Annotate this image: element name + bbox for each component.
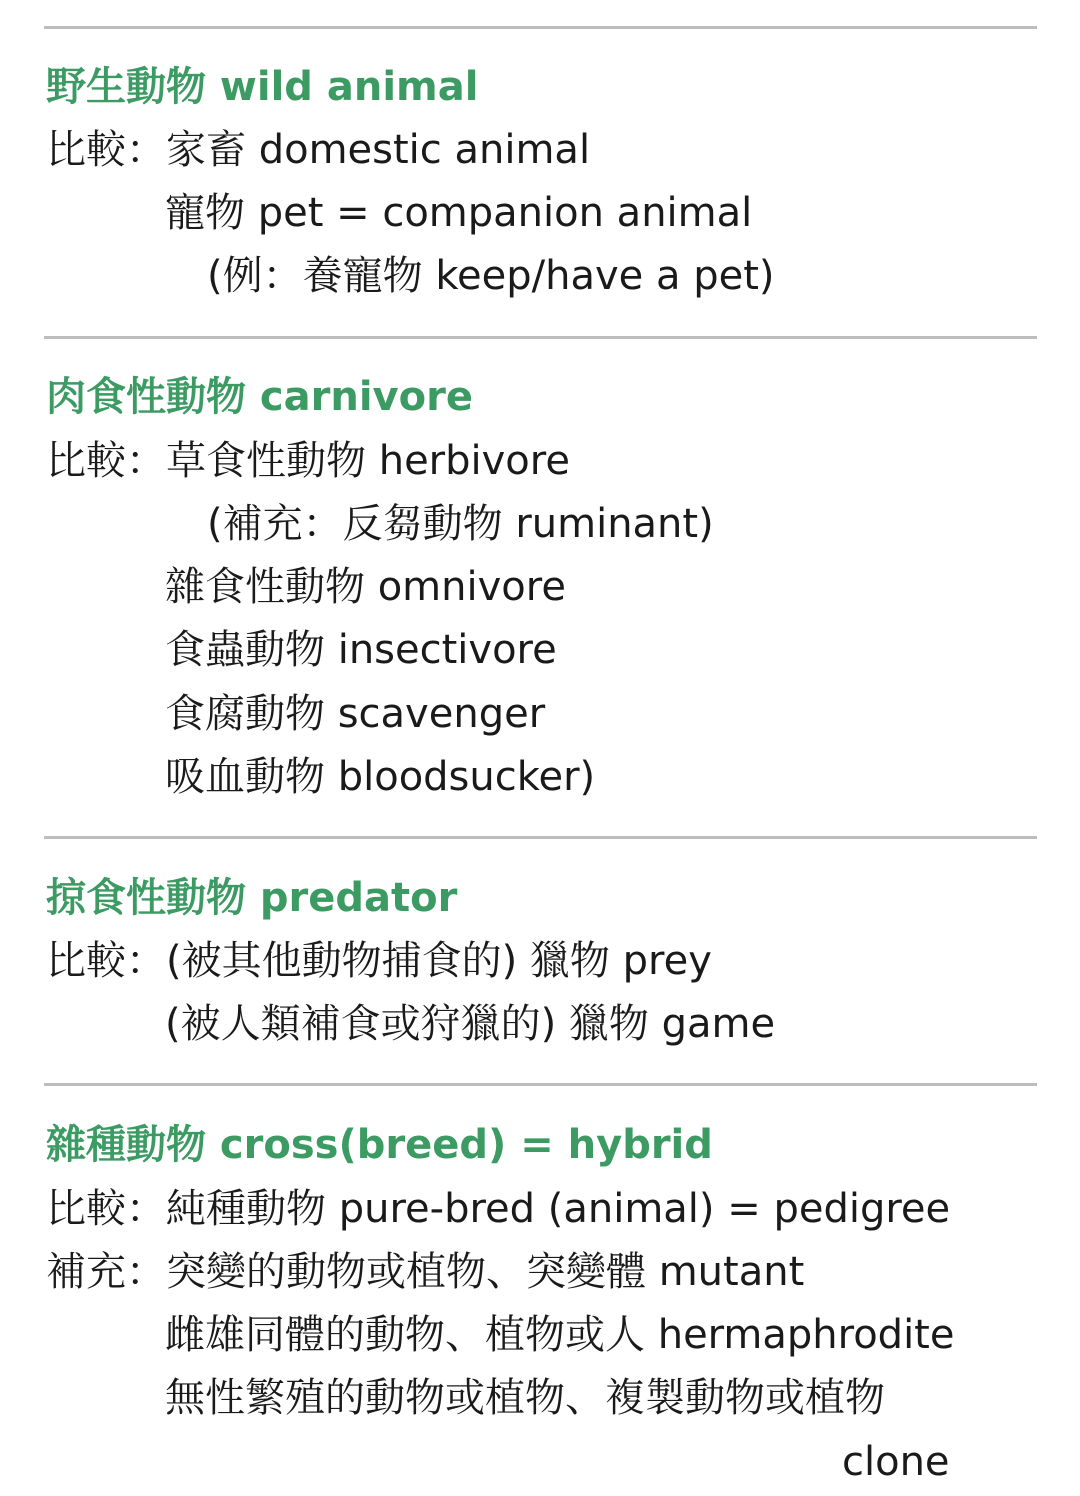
section-heading-wild-animal: 野生動物 wild animal bbox=[46, 64, 479, 110]
section-heading-carnivore: 肉食性動物 carnivore bbox=[46, 374, 473, 420]
entry-line: 無性繁殖的動物或植物、複製動物或植物 bbox=[165, 1375, 885, 1421]
entry-line: 食腐動物 scavenger bbox=[165, 691, 546, 737]
divider bbox=[44, 836, 1037, 839]
entry-line: (被人類補食或狩獵的) 獵物 game bbox=[165, 1001, 776, 1047]
entry-line: (例：養寵物 keep/have a pet) bbox=[207, 253, 775, 299]
divider-top bbox=[44, 26, 1037, 29]
entry-line: 比較：純種動物 pure-bred (animal) = pedigree bbox=[46, 1186, 951, 1232]
entry-line: 比較：草食性動物 herbivore bbox=[46, 438, 570, 484]
entry-line: 雌雄同體的動物、植物或人 hermaphrodite bbox=[165, 1312, 955, 1358]
divider bbox=[44, 336, 1037, 339]
entry-line: 吸血動物 bloodsucker) bbox=[165, 754, 596, 800]
entry-line: clone bbox=[842, 1439, 950, 1485]
entry-line: 雜食性動物 omnivore bbox=[165, 564, 566, 610]
divider bbox=[44, 1083, 1037, 1086]
entry-line: 比較：家畜 domestic animal bbox=[46, 127, 591, 173]
entry-line: 比較：(被其他動物捕食的) 獵物 prey bbox=[46, 938, 712, 984]
entry-line: 補充：突變的動物或植物、突變體 mutant bbox=[46, 1249, 805, 1295]
entry-line: (補充：反芻動物 ruminant) bbox=[207, 501, 714, 547]
section-heading-predator: 掠食性動物 predator bbox=[46, 875, 458, 921]
section-heading-hybrid: 雜種動物 cross(breed) = hybrid bbox=[46, 1122, 713, 1168]
entry-line: 食蟲動物 insectivore bbox=[165, 627, 557, 673]
entry-line: 寵物 pet = companion animal bbox=[165, 190, 753, 236]
